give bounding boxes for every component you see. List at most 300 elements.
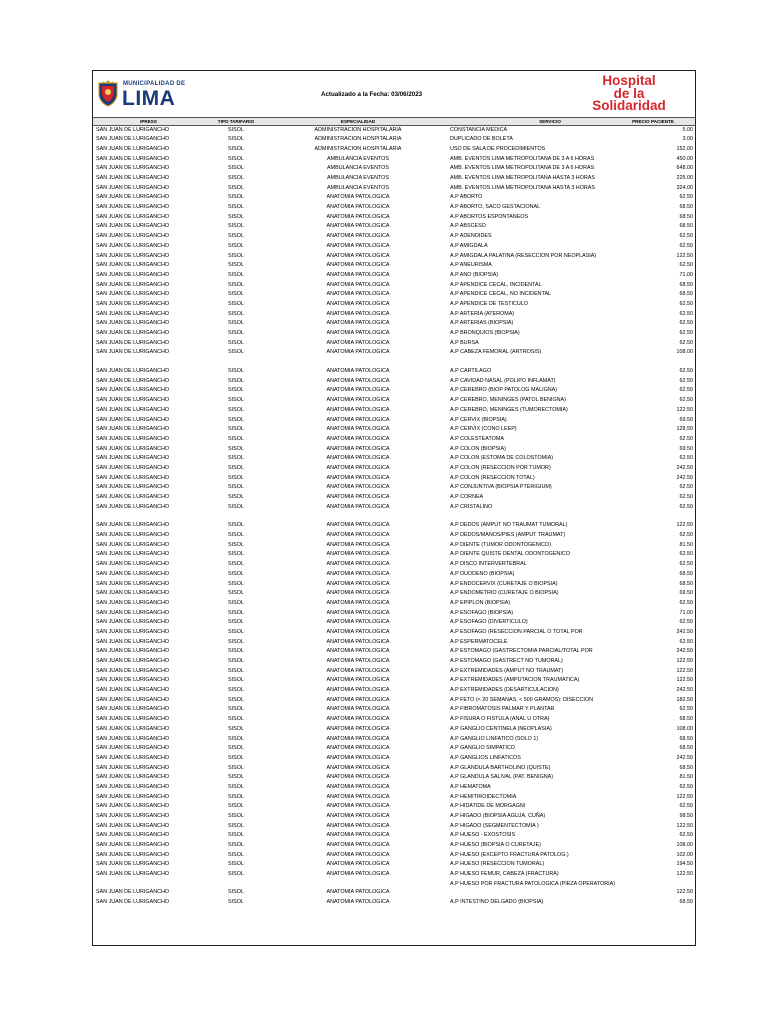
table-row	[93, 242, 696, 252]
table-row	[93, 281, 696, 291]
tipo-tarifario-cell: SISOL	[228, 474, 244, 481]
servicio-cell: A.P DIENTE (TUMOR ODONTOGENICO)	[450, 541, 552, 548]
ipress-cell: SAN JUAN DE LURIGANCHO	[96, 783, 170, 790]
tipo-tarifario-cell: SISOL	[228, 677, 244, 684]
tipo-tarifario-cell: SISOL	[228, 861, 244, 868]
ipress-cell: SAN JUAN DE LURIGANCHO	[96, 638, 170, 645]
precio-cell: 62.50	[679, 330, 693, 337]
table-spacer-row	[93, 512, 696, 521]
servicio-cell: A.P ABORTO, SACO GESTACIONAL	[450, 204, 541, 211]
tipo-tarifario-cell: SISOL	[228, 832, 244, 839]
ipress-cell: SAN JUAN DE LURIGANCHO	[96, 484, 170, 491]
tipo-tarifario-cell: SISOL	[228, 494, 244, 501]
ipress-cell: SAN JUAN DE LURIGANCHO	[96, 494, 170, 501]
table-row	[93, 464, 696, 474]
table-row	[93, 339, 696, 349]
ipress-cell: SAN JUAN DE LURIGANCHO	[96, 725, 170, 732]
especialidad-cell: ANATOMIA PATOLOGICA	[326, 426, 390, 433]
tipo-tarifario-cell: SISOL	[228, 822, 244, 829]
servicio-cell: A.P ANO (BIOPSIA)	[450, 271, 499, 278]
column-header-ipress: IPRESS	[140, 119, 157, 124]
especialidad-cell: ANATOMIA PATOLOGICA	[326, 300, 390, 307]
update-date-label: Actualizado a la Fecha: 03/06/2023	[321, 91, 423, 98]
especialidad-cell: ANATOMIA PATOLOGICA	[326, 223, 390, 230]
tipo-tarifario-cell: SISOL	[228, 145, 244, 152]
servicio-cell: A.P HUESO (RESECCION TUMORAL)	[450, 861, 545, 868]
tipo-tarifario-cell: SISOL	[228, 541, 244, 548]
especialidad-cell: ANATOMIA PATOLOGICA	[326, 271, 390, 278]
precio-cell: 122.50	[676, 252, 693, 259]
especialidad-cell: ANATOMIA PATOLOGICA	[326, 580, 390, 587]
ipress-cell: SAN JUAN DE LURIGANCHO	[96, 541, 170, 548]
precio-cell: 225.00	[676, 175, 693, 182]
especialidad-cell: ANATOMIA PATOLOGICA	[326, 822, 390, 829]
precio-cell: 68.50	[679, 223, 693, 230]
table-row	[93, 618, 696, 628]
especialidad-cell: ANATOMIA PATOLOGICA	[326, 764, 390, 771]
table-row	[93, 531, 696, 541]
ipress-cell: SAN JUAN DE LURIGANCHO	[96, 455, 170, 462]
precio-cell: 324.00	[676, 184, 693, 191]
servicio-cell: A.P CERVIX (BIOPSIA)	[450, 416, 507, 423]
servicio-cell: A.P HEMATOMA	[450, 783, 491, 790]
ipress-cell: SAN JUAN DE LURIGANCHO	[96, 397, 170, 404]
especialidad-cell: ANATOMIA PATOLOGICA	[326, 464, 390, 471]
tipo-tarifario-cell: SISOL	[228, 368, 244, 375]
ipress-cell: SAN JUAN DE LURIGANCHO	[96, 648, 170, 655]
tipo-tarifario-cell: SISOL	[228, 599, 244, 606]
tipo-tarifario-cell: SISOL	[228, 165, 244, 172]
servicio-cell: A.P ABORTO	[450, 194, 483, 201]
ipress-cell: SAN JUAN DE LURIGANCHO	[96, 165, 170, 172]
tipo-tarifario-cell: SISOL	[228, 793, 244, 800]
precio-cell: 62.50	[679, 783, 693, 790]
table-row	[93, 880, 696, 898]
especialidad-cell: ANATOMIA PATOLOGICA	[326, 677, 390, 684]
table-row	[93, 135, 696, 145]
tipo-tarifario-cell: SISOL	[228, 377, 244, 384]
ipress-cell: SAN JUAN DE LURIGANCHO	[96, 609, 170, 616]
especialidad-cell: ANATOMIA PATOLOGICA	[326, 503, 390, 510]
especialidad-cell: ANATOMIA PATOLOGICA	[326, 291, 390, 298]
especialidad-cell: ANATOMIA PATOLOGICA	[326, 628, 390, 635]
table-row	[93, 271, 696, 281]
precio-cell: 242.50	[676, 628, 693, 635]
ipress-cell: SAN JUAN DE LURIGANCHO	[96, 628, 170, 635]
table-row	[93, 550, 696, 560]
logo-main-text: LIMA	[122, 87, 176, 110]
servicio-cell: A.P ABSCESO	[450, 223, 486, 230]
table-row	[93, 454, 696, 464]
ipress-cell: SAN JUAN DE LURIGANCHO	[96, 213, 170, 220]
table-header-row	[93, 117, 696, 126]
ipress-cell: SAN JUAN DE LURIGANCHO	[96, 474, 170, 481]
ipress-cell: SAN JUAN DE LURIGANCHO	[96, 774, 170, 781]
ipress-cell: SAN JUAN DE LURIGANCHO	[96, 561, 170, 568]
precio-cell: 62.50	[679, 339, 693, 346]
servicio-cell: A.P ARTERIA (ATEROMA)	[450, 310, 515, 317]
precio-cell: 242.50	[676, 648, 693, 655]
especialidad-cell: ANATOMIA PATOLOGICA	[326, 696, 390, 703]
table-row	[93, 851, 696, 861]
table-row	[93, 570, 696, 580]
precio-cell: 102.00	[676, 851, 693, 858]
especialidad-cell: ANATOMIA PATOLOGICA	[326, 262, 390, 269]
table-row	[93, 580, 696, 590]
servicio-cell: A.P EXTREMIDADES (AMPUT NO TRAUMAT)	[450, 667, 564, 674]
especialidad-cell: ANATOMIA PATOLOGICA	[326, 194, 390, 201]
column-header-precio: PRECIO PACIENTE	[632, 119, 674, 124]
especialidad-cell: ANATOMIA PATOLOGICA	[326, 832, 390, 839]
table-row	[93, 416, 696, 426]
ipress-cell: SAN JUAN DE LURIGANCHO	[96, 793, 170, 800]
precio-cell: 62.50	[679, 832, 693, 839]
table-row	[93, 203, 696, 213]
ipress-cell: SAN JUAN DE LURIGANCHO	[96, 522, 170, 529]
table-row	[93, 367, 696, 377]
ipress-cell: SAN JUAN DE LURIGANCHO	[96, 242, 170, 249]
tipo-tarifario-cell: SISOL	[228, 464, 244, 471]
especialidad-cell: ADMINISTRACION HOSPITALARIA	[314, 145, 402, 152]
tipo-tarifario-cell: SISOL	[228, 291, 244, 298]
precio-cell: 450.00	[676, 155, 693, 162]
servicio-cell: A.P GANGLIO LINFATICO (SOLO 1)	[450, 735, 539, 742]
table-row	[93, 155, 696, 165]
especialidad-cell: ANATOMIA PATOLOGICA	[326, 320, 390, 327]
tipo-tarifario-cell: SISOL	[228, 503, 244, 510]
especialidad-cell: ANATOMIA PATOLOGICA	[326, 252, 390, 259]
table-row	[93, 425, 696, 435]
table-row	[93, 609, 696, 619]
precio-cell: 62.50	[679, 320, 693, 327]
tipo-tarifario-cell: SISOL	[228, 658, 244, 665]
precio-cell: 108.00	[676, 725, 693, 732]
precio-cell: 648.00	[676, 165, 693, 172]
precio-cell: 68.50	[679, 213, 693, 220]
servicio-cell: A.P ESPERMATOCELE	[450, 638, 508, 645]
servicio-cell: A.P EPIPLON (BIOPSIA)	[450, 599, 511, 606]
servicio-cell: A.P ADENOIDES	[450, 233, 492, 240]
servicio-cell: A.P HUESO (BIOPSIA O CURETAJE)	[450, 842, 541, 849]
precio-cell: 122.50	[676, 822, 693, 829]
servicio-cell: A.P GLANDULA SALIVAL (PAT. BENIGNA)	[450, 774, 554, 781]
tipo-tarifario-cell: SISOL	[228, 252, 244, 259]
table-row	[93, 386, 696, 396]
table-row	[93, 860, 696, 870]
table-row	[93, 474, 696, 484]
tipo-tarifario-cell: SISOL	[228, 522, 244, 529]
servicio-cell: A.P ENDOCERVIX (CURETAJE O BIOPSIA)	[450, 580, 558, 587]
ipress-cell: SAN JUAN DE LURIGANCHO	[96, 687, 170, 694]
especialidad-cell: ANATOMIA PATOLOGICA	[326, 687, 390, 694]
ipress-cell: SAN JUAN DE LURIGANCHO	[96, 735, 170, 742]
precio-cell: 62.50	[679, 551, 693, 558]
ipress-cell: SAN JUAN DE LURIGANCHO	[96, 889, 170, 896]
precio-cell: 62.50	[679, 503, 693, 510]
especialidad-cell: ANATOMIA PATOLOGICA	[326, 745, 390, 752]
precio-cell: 81.50	[679, 541, 693, 548]
ipress-cell: SAN JUAN DE LURIGANCHO	[96, 861, 170, 868]
table-row	[93, 783, 696, 793]
especialidad-cell: ANATOMIA PATOLOGICA	[326, 667, 390, 674]
servicio-cell: AMB. EVENTOS LIMA METROPOLITANA HASTA 3 HORAS	[450, 184, 595, 191]
precio-cell: 69.50	[679, 416, 693, 423]
especialidad-cell: ANATOMIA PATOLOGICA	[326, 349, 390, 356]
table-row	[93, 184, 696, 194]
column-header-especialidad: ESPECIALIDAD	[340, 119, 376, 124]
precio-cell: 3.00	[682, 136, 693, 143]
especialidad-cell: ANATOMIA PATOLOGICA	[326, 368, 390, 375]
servicio-cell: A.P CONJUNTIVA (BIOPSIA PTERIGIUM)	[450, 484, 552, 491]
ipress-cell: SAN JUAN DE LURIGANCHO	[96, 503, 170, 510]
precio-cell: 81.50	[679, 774, 693, 781]
ipress-cell: SAN JUAN DE LURIGANCHO	[96, 551, 170, 558]
tipo-tarifario-cell: SISOL	[228, 898, 244, 905]
especialidad-cell: ANATOMIA PATOLOGICA	[326, 599, 390, 606]
ipress-cell: SAN JUAN DE LURIGANCHO	[96, 754, 170, 761]
servicio-cell: A.P CARTILAGO	[450, 368, 492, 375]
tipo-tarifario-cell: SISOL	[228, 184, 244, 191]
ipress-cell: SAN JUAN DE LURIGANCHO	[96, 204, 170, 211]
tipo-tarifario-cell: SISOL	[228, 889, 244, 896]
ipress-cell: SAN JUAN DE LURIGANCHO	[96, 349, 170, 356]
ipress-cell: SAN JUAN DE LURIGANCHO	[96, 136, 170, 143]
precio-cell: 122.50	[676, 677, 693, 684]
table-row	[93, 841, 696, 851]
servicio-cell: A.P CAVIDAD NASAL (POLIPO INFLAMAT)	[450, 377, 556, 384]
tipo-tarifario-cell: SISOL	[228, 262, 244, 269]
especialidad-cell: ANATOMIA PATOLOGICA	[326, 725, 390, 732]
ipress-cell: SAN JUAN DE LURIGANCHO	[96, 832, 170, 839]
servicio-cell: A.P BRONQUIOS (BIOPSIA)	[450, 330, 520, 337]
precio-cell: 62.50	[679, 484, 693, 491]
especialidad-cell: ANATOMIA PATOLOGICA	[326, 445, 390, 452]
tipo-tarifario-cell: SISOL	[228, 204, 244, 211]
precio-cell: 62.50	[679, 397, 693, 404]
especialidad-cell: ANATOMIA PATOLOGICA	[326, 213, 390, 220]
precio-cell: 108.00	[676, 842, 693, 849]
servicio-cell: A.P BURSA	[450, 339, 479, 346]
tipo-tarifario-cell: SISOL	[228, 416, 244, 423]
tipo-tarifario-cell: SISOL	[228, 667, 244, 674]
especialidad-cell: ANATOMIA PATOLOGICA	[326, 522, 390, 529]
ipress-cell: SAN JUAN DE LURIGANCHO	[96, 696, 170, 703]
especialidad-cell: ANATOMIA PATOLOGICA	[326, 716, 390, 723]
especialidad-cell: ANATOMIA PATOLOGICA	[326, 774, 390, 781]
tipo-tarifario-cell: SISOL	[228, 194, 244, 201]
precio-cell: 98.50	[679, 813, 693, 820]
ipress-cell: SAN JUAN DE LURIGANCHO	[96, 330, 170, 337]
municipalidad-lima-logo	[97, 77, 191, 111]
especialidad-cell: AMBULANCIA EVENTOS	[327, 175, 389, 182]
especialidad-cell: ANATOMIA PATOLOGICA	[326, 474, 390, 481]
servicio-cell: A.P FIBROMATOSIS PALMAR Y PLANTAR	[450, 706, 555, 713]
ipress-cell: SAN JUAN DE LURIGANCHO	[96, 803, 170, 810]
table-row	[93, 319, 696, 329]
table-row	[93, 435, 696, 445]
table-row	[93, 329, 696, 339]
tipo-tarifario-cell: SISOL	[228, 871, 244, 878]
precio-cell: 62.50	[679, 532, 693, 539]
servicio-cell: A.P GLANDULA BARTHOLINO (QUISTE)	[450, 764, 551, 771]
especialidad-cell: ANATOMIA PATOLOGICA	[326, 484, 390, 491]
especialidad-cell: ANATOMIA PATOLOGICA	[326, 609, 390, 616]
table-row	[93, 628, 696, 638]
ipress-cell: SAN JUAN DE LURIGANCHO	[96, 716, 170, 723]
servicio-cell: A.P CERVIX (CONO LEEP)	[450, 426, 517, 433]
table-row	[93, 483, 696, 493]
precio-cell: 62.50	[679, 494, 693, 501]
especialidad-cell: ANATOMIA PATOLOGICA	[326, 803, 390, 810]
servicio-cell: A.P ESOFAGO (BIOPSIA)	[450, 609, 514, 616]
hospital-solidaridad-logo	[573, 75, 685, 113]
servicio-cell: A.P ESTOMAGO (GASTRECT NO TUMORAL)	[450, 658, 563, 665]
ipress-cell: SAN JUAN DE LURIGANCHO	[96, 194, 170, 201]
precio-cell: 5.00	[682, 126, 693, 133]
ipress-cell: SAN JUAN DE LURIGANCHO	[96, 590, 170, 597]
precio-cell: 69.50	[679, 445, 693, 452]
servicio-cell: A.P CABEZA FEMORAL (ARTROSIS)	[450, 349, 542, 356]
precio-cell: 62.50	[679, 455, 693, 462]
servicio-cell: AMB. EVENTOS LIMA METROPOLITANA DE 3 A 6 HORAS	[450, 165, 595, 172]
lima-crest-icon	[97, 79, 119, 107]
ipress-cell: SAN JUAN DE LURIGANCHO	[96, 464, 170, 471]
especialidad-cell: ANATOMIA PATOLOGICA	[326, 551, 390, 558]
table-row	[93, 812, 696, 822]
tipo-tarifario-cell: SISOL	[228, 349, 244, 356]
table-row	[93, 754, 696, 764]
hospital-logo-line3: Solidaridad	[592, 98, 666, 113]
table-row	[93, 348, 696, 358]
sheet-header	[93, 71, 695, 117]
table-row	[93, 290, 696, 300]
table-row	[93, 541, 696, 551]
table-row	[93, 126, 696, 136]
tipo-tarifario-cell: SISOL	[228, 745, 244, 752]
precio-cell: 68.50	[679, 735, 693, 742]
servicio-cell: A.P ESTOMAGO (GASTRECTOMIA PARCIAL/TOTAL POR	[450, 648, 593, 655]
table-row	[93, 174, 696, 184]
ipress-cell: SAN JUAN DE LURIGANCHO	[96, 377, 170, 384]
table-row	[93, 493, 696, 503]
ipress-cell: SAN JUAN DE LURIGANCHO	[96, 599, 170, 606]
tipo-tarifario-cell: SISOL	[228, 754, 244, 761]
precio-cell: 68.50	[679, 745, 693, 752]
servicio-cell: A.P DIENTE QUISTE DENTAL ODONTOGENICO	[450, 551, 570, 558]
tipo-tarifario-cell: SISOL	[228, 764, 244, 771]
ipress-cell: SAN JUAN DE LURIGANCHO	[96, 155, 170, 162]
especialidad-cell: ANATOMIA PATOLOGICA	[326, 861, 390, 868]
precio-cell: 62.50	[679, 638, 693, 645]
ipress-cell: SAN JUAN DE LURIGANCHO	[96, 145, 170, 152]
table-row	[93, 193, 696, 203]
precio-cell: 62.50	[679, 233, 693, 240]
precio-cell: 242.50	[676, 687, 693, 694]
especialidad-cell: ANATOMIA PATOLOGICA	[326, 735, 390, 742]
ipress-cell: SAN JUAN DE LURIGANCHO	[96, 667, 170, 674]
especialidad-cell: AMBULANCIA EVENTOS	[327, 155, 389, 162]
table-row	[93, 764, 696, 774]
table-row	[93, 744, 696, 754]
tipo-tarifario-cell: SISOL	[228, 706, 244, 713]
tipo-tarifario-cell: SISOL	[228, 842, 244, 849]
servicio-cell: A.P DUODENO (BIOPSIA)	[450, 570, 515, 577]
table-row	[93, 725, 696, 735]
precio-cell: 242.50	[676, 474, 693, 481]
ipress-cell: SAN JUAN DE LURIGANCHO	[96, 310, 170, 317]
precio-cell: 62.50	[679, 300, 693, 307]
precio-cell: 68.50	[679, 716, 693, 723]
ipress-cell: SAN JUAN DE LURIGANCHO	[96, 570, 170, 577]
ipress-cell: SAN JUAN DE LURIGANCHO	[96, 262, 170, 269]
hospital-logo-line2: de la	[613, 85, 645, 101]
precio-cell: 62.50	[679, 368, 693, 375]
servicio-cell: AMB. EVENTOS LIMA METROPOLITANA HASTA 3 HORAS	[450, 175, 595, 182]
tipo-tarifario-cell: SISOL	[228, 648, 244, 655]
table-row	[93, 686, 696, 696]
tipo-tarifario-cell: SISOL	[228, 561, 244, 568]
ipress-cell: SAN JUAN DE LURIGANCHO	[96, 252, 170, 259]
especialidad-cell: ANATOMIA PATOLOGICA	[326, 842, 390, 849]
ipress-cell: SAN JUAN DE LURIGANCHO	[96, 745, 170, 752]
especialidad-cell: ANATOMIA PATOLOGICA	[326, 339, 390, 346]
ipress-cell: SAN JUAN DE LURIGANCHO	[96, 320, 170, 327]
tipo-tarifario-cell: SISOL	[228, 590, 244, 597]
servicio-cell: A.P FETO (< 20 SEMANAS, < 500 GRAMOS): DISECCION	[450, 696, 593, 703]
servicio-cell: A.P ANEURISMA	[450, 262, 492, 269]
servicio-cell: CONSTANCIA MEDICA	[450, 126, 508, 133]
ipress-cell: SAN JUAN DE LURIGANCHO	[96, 406, 170, 413]
servicio-cell: A.P HIDATIDE DE MORGAGNI	[450, 803, 526, 810]
tipo-tarifario-cell: SISOL	[228, 233, 244, 240]
especialidad-cell: ANATOMIA PATOLOGICA	[326, 871, 390, 878]
especialidad-cell: ANATOMIA PATOLOGICA	[326, 793, 390, 800]
table-row	[93, 396, 696, 406]
price-sheet	[92, 70, 696, 946]
table-row	[93, 715, 696, 725]
servicio-cell: A.P HUESO FEMUR, CABEZA (FRACTURA)	[450, 871, 559, 878]
logo-top-text: MUNICIPALIDAD DE	[123, 81, 186, 87]
tipo-tarifario-cell: SISOL	[228, 339, 244, 346]
tipo-tarifario-cell: SISOL	[228, 783, 244, 790]
precio-cell: 62.50	[679, 619, 693, 626]
servicio-cell: A.P GANGLIO CENTINELA (NEOPLASIA)	[450, 725, 552, 732]
table-row	[93, 445, 696, 455]
especialidad-cell: ANATOMIA PATOLOGICA	[326, 648, 390, 655]
tipo-tarifario-cell: SISOL	[228, 136, 244, 143]
servicio-cell: AMB. EVENTOS LIMA METROPOLITANA DE 3 A 6 HORAS	[450, 155, 595, 162]
ipress-cell: SAN JUAN DE LURIGANCHO	[96, 898, 170, 905]
especialidad-cell: ANATOMIA PATOLOGICA	[326, 455, 390, 462]
table-row	[93, 802, 696, 812]
precio-cell: 62.50	[679, 387, 693, 394]
precio-cell: 68.50	[679, 898, 693, 905]
servicio-cell: A.P COLON (BIOPSIA)	[450, 445, 506, 452]
table-row	[93, 647, 696, 657]
precio-cell: 242.50	[676, 464, 693, 471]
especialidad-cell: ANATOMIA PATOLOGICA	[326, 330, 390, 337]
ipress-cell: SAN JUAN DE LURIGANCHO	[96, 658, 170, 665]
table-body	[93, 126, 696, 908]
ipress-cell: SAN JUAN DE LURIGANCHO	[96, 580, 170, 587]
servicio-cell: A.P DEDOS/MANOS/PIES (AMPUT TRAUMAT)	[450, 532, 566, 539]
table-row	[93, 377, 696, 387]
table-row	[93, 232, 696, 242]
especialidad-cell: ANATOMIA PATOLOGICA	[326, 898, 390, 905]
especialidad-cell: ANATOMIA PATOLOGICA	[326, 204, 390, 211]
especialidad-cell: ANATOMIA PATOLOGICA	[326, 706, 390, 713]
table-row	[93, 898, 696, 908]
